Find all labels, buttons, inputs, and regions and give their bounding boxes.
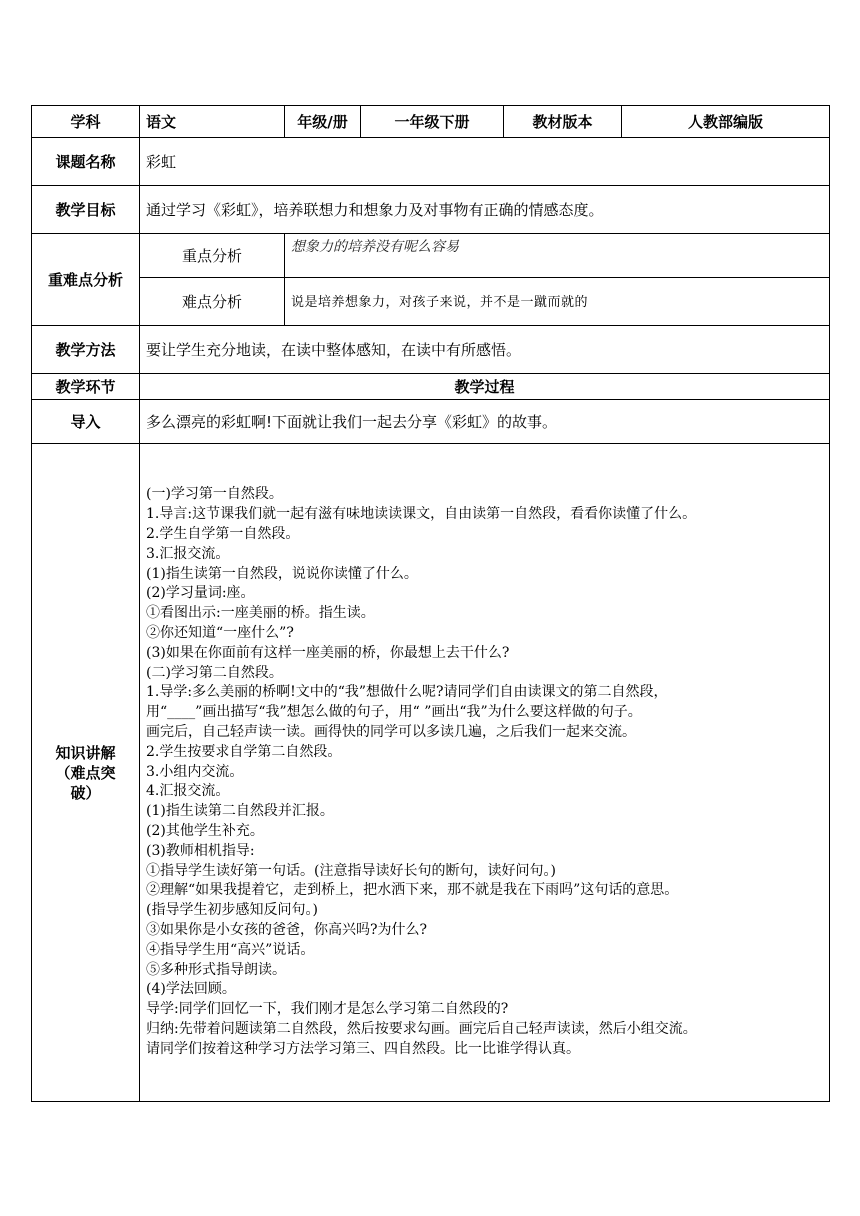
difficult-point-value: 说是培养想象力，对孩子来说，并不是一蹴而就的 — [291, 294, 589, 310]
content-line: 2.学生自学第一自然段。 — [146, 526, 300, 543]
content-line: (3)教师相机指导: — [146, 842, 255, 859]
content-line: ④指导学生用“高兴”说话。 — [146, 941, 315, 958]
content-line: (1)指生读第二自然段并汇报。 — [146, 803, 334, 820]
goal-value: 通过学习《彩虹》，培养联想力和想象力及对事物有正确的情感态度。 — [140, 186, 830, 234]
content-line: ①看图出示:一座美丽的桥。指生读。 — [146, 605, 375, 622]
content-line: 3.小组内交流。 — [146, 763, 244, 780]
content-line: 4.汇报交流。 — [146, 783, 230, 800]
content-line: (1)指生读第一自然段，说说你读懂了什么。 — [146, 565, 418, 582]
content-line: ③如果你是小女孩的爸爸，你高兴吗?为什么? — [146, 921, 428, 938]
method-label: 教学方法 — [32, 326, 140, 374]
grade-label: 年级/册 — [285, 106, 361, 138]
difficult-point-label: 难点分析 — [140, 278, 285, 326]
content-line: 导学:同学们回忆一下，我们刚才是怎么学习第二自然段的? — [146, 1001, 509, 1018]
edition-label: 教材版本 — [504, 106, 622, 138]
lesson-plan-table — [31, 105, 830, 1102]
content-line: ①指导学生读好第一句话。(注意指导读好长句的断句，读好问句。) — [146, 862, 556, 879]
method-row — [32, 326, 830, 374]
difficult-point-row — [32, 278, 830, 326]
content-line: 1.导学:多么美丽的桥啊!文中的“我”想做什么呢?请同学们自由读课文的第二自然段， — [146, 684, 668, 701]
knowledge-label-line: （难点突 — [55, 763, 116, 782]
knowledge-label — [32, 444, 140, 1102]
topic-label: 课题名称 — [32, 138, 140, 186]
content-line: 画完后，自己轻声读一读。画得快的同学可以多读几遍，之后我们一起来交流。 — [146, 724, 636, 740]
key-point-row — [32, 234, 830, 278]
header-row — [32, 106, 830, 138]
content-line: 用“____”画出描写“我”想怎么做的句子，用“ ”画出“我”为什么要这样做的句子。 — [146, 704, 642, 721]
process-label: 教学过程 — [140, 374, 830, 400]
key-point-value: 想象力的培养没有呢么容易 — [291, 239, 459, 255]
content-line: 3.汇报交流。 — [146, 545, 230, 562]
key-point-label: 重点分析 — [140, 234, 285, 278]
intro-label: 导入 — [32, 400, 140, 444]
content-line: (指导学生初步感知反问句。) — [146, 902, 318, 919]
grade-value: 一年级下册 — [361, 106, 504, 138]
process-header-row — [32, 374, 830, 400]
knowledge-label-line: 知识讲解 — [55, 743, 116, 762]
content-line: ②你还知道“一座什么”? — [146, 625, 294, 642]
goal-row — [32, 186, 830, 234]
subject-value: 语文 — [140, 106, 285, 138]
subject-label: 学科 — [32, 106, 140, 138]
content-line: 归纳:先带着问题读第二自然段，然后按要求勾画。画完后自己轻声读读，然后小组交流。 — [146, 1020, 697, 1037]
intro-value: 多么漂亮的彩虹啊!下面就让我们一起去分享《彩虹》的故事。 — [140, 400, 830, 444]
content-line: (4)学法回顾。 — [146, 981, 236, 998]
edition-value: 人教部编版 — [622, 106, 830, 138]
method-value: 要让学生充分地读，在读中整体感知，在读中有所感悟。 — [140, 326, 830, 374]
content-line: (2)学习量词:座。 — [146, 585, 255, 602]
intro-row — [32, 400, 830, 444]
knowledge-row — [32, 444, 830, 1102]
topic-row — [32, 138, 830, 186]
content-line: 请同学们按着这种学习方法学习第三、四自然段。比一比谁学得认真。 — [146, 1040, 580, 1057]
content-line: (2)其他学生补充。 — [146, 822, 264, 839]
process-stage-label: 教学环节 — [32, 374, 140, 400]
topic-value: 彩虹 — [140, 138, 830, 186]
knowledge-content — [140, 444, 830, 1102]
content-line: ②理解“如果我提着它，走到桥上，把水洒下来，那不就是我在下雨吗”这句话的意思。 — [146, 882, 679, 899]
goal-label: 教学目标 — [32, 186, 140, 234]
content-line: 1.导言:这节课我们就一起有滋有味地读读课文，自由读第一自然段，看看你读懂了什么。 — [146, 506, 697, 523]
knowledge-label-line: 破） — [70, 783, 101, 802]
content-line: (二)学习第二自然段。 — [146, 664, 283, 681]
content-line: (3)如果在你面前有这样一座美丽的桥，你最想上去干什么? — [146, 644, 510, 661]
content-line: 2.学生按要求自学第二自然段。 — [146, 743, 342, 760]
content-line: (一)学习第一自然段。 — [146, 486, 283, 503]
content-line: ⑤多种形式指导朗读。 — [146, 961, 286, 978]
key-difficult-label: 重难点分析 — [32, 234, 140, 326]
